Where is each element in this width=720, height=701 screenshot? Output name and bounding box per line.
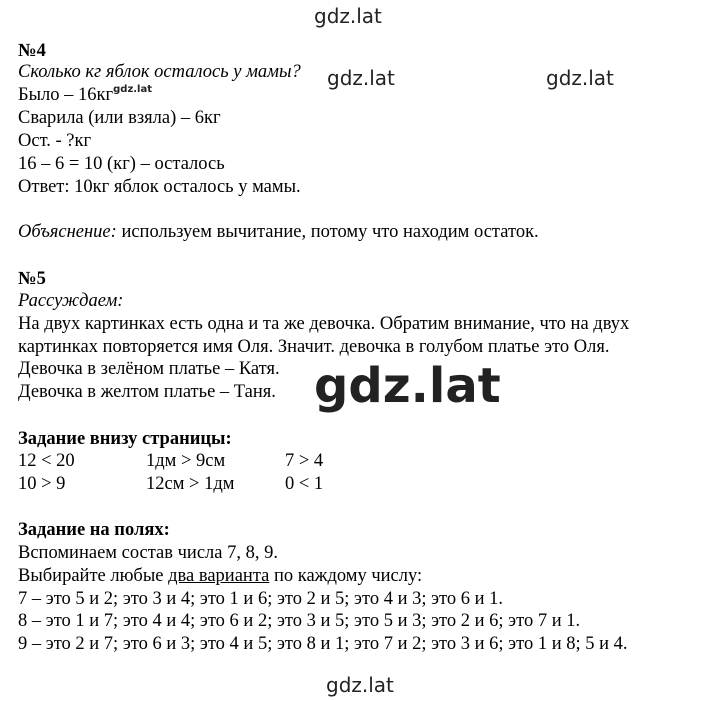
task5-line3: Девочка в зелёном платье – Катя. (18, 359, 280, 379)
margin-task-line4: 8 – это 1 и 7; это 4 и 4; это 6 и 2; это 3 и 5; это 5 и 3; это 2 и 6; это 7 и 1. (18, 611, 581, 631)
task5-title: №5 (18, 269, 46, 289)
comparison-cell: 1дм > 9см (146, 451, 226, 471)
comparison-cell: 12 < 20 (18, 451, 75, 471)
margin-task-line2-pre: Выбирайте любые (18, 566, 169, 586)
task4-explain-text: используем вычитание, потому что находим остаток. (116, 222, 539, 242)
watermark-right-1: gdz.lat (327, 66, 395, 90)
task5-line2: картинках повторяется имя Оля. Значит. девочка в голубом платье это Оля. (18, 337, 610, 357)
task4-explain-label: Объяснение: (18, 222, 117, 242)
margin-task-line3: 7 – это 5 и 2; это 3 и 4; это 1 и 6; это 2 и 5; это 4 и 3; это 6 и 1. (18, 589, 504, 609)
watermark-top: gdz.lat (314, 4, 382, 28)
comparison-cell: 10 > 9 (18, 474, 66, 494)
task4-line1-text: Было – 16кг (18, 85, 114, 105)
task4-line2: Сварила (или взяла) – 6кг (18, 108, 221, 128)
watermark-right-2: gdz.lat (546, 66, 614, 90)
task4-line1 (18, 84, 152, 109)
task4-line4: 16 – 6 = 10 (кг) – осталось (18, 154, 225, 174)
task5-line4: Девочка в желтом платье – Таня. (18, 382, 276, 402)
task4-line5: Ответ: 10кг яблок осталось у мамы. (18, 177, 301, 197)
margin-task-title: Задание на полях: (18, 520, 170, 540)
margin-task-line2-underlined: два варианта (168, 566, 270, 586)
margin-task-line2 (18, 565, 422, 587)
comparison-cell: 12см > 1дм (146, 474, 235, 494)
watermark-inline: gdz.lat (113, 84, 153, 95)
task4-explanation (18, 221, 539, 243)
margin-task-line5: 9 – это 2 и 7; это 6 и 3; это 4 и 5; это 8 и 1; это 7 и 2; это 3 и 6; это 1 и 8; 5 и 4. (18, 634, 628, 654)
margin-task-line2-post: по каждому числу: (269, 566, 423, 586)
task5-line1: На двух картинках есть одна и та же девочка. Обратим внимание, что на двух (18, 314, 630, 334)
watermark-center: gdz.lat (314, 358, 501, 414)
margin-task-line1: Вспоминаем состав числа 7, 8, 9. (18, 543, 278, 563)
watermark-bottom: gdz.lat (326, 673, 394, 697)
comparison-cell: 0 < 1 (285, 474, 324, 494)
task5-reason: Рассуждаем: (18, 291, 124, 311)
task4-title: №4 (18, 41, 46, 61)
bottom-task-title: Задание внизу страницы: (18, 429, 232, 449)
comparison-cell: 7 > 4 (285, 451, 324, 471)
task4-question: Сколько кг яблок осталось у мамы? (18, 62, 301, 82)
task4-line3: Ост. - ?кг (18, 131, 92, 151)
